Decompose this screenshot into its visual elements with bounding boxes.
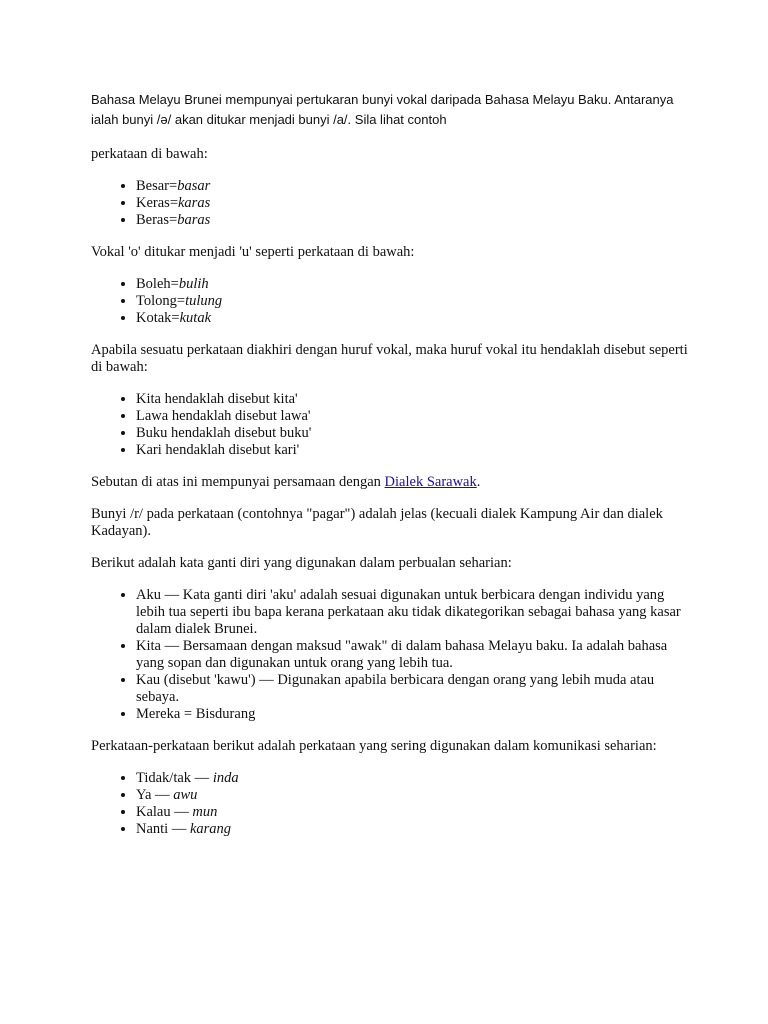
paragraph-6: Berikut adalah kata ganti diri yang digunakan dalam perbualan seharian: <box>91 555 512 571</box>
intro-paragraph: Bahasa Melayu Brunei mempunyai pertukaran bunyi vokal daripada Bahasa Melayu Baku. Antaranya ialah bunyi /ə/ akan ditukar menjadi bunyi /a/. Sila lihat contoh <box>91 92 674 127</box>
list-item: • Lawa hendaklah disebut lawa' <box>136 408 691 425</box>
list-item: • Nanti — karang <box>136 821 691 838</box>
paragraph-5: Bunyi /r/ pada perkataan (contohnya "pagar") adalah jelas (kecuali dialek Kampung Air dan dialek Kadayan). <box>91 506 663 539</box>
list-item: • Boleh=bulih <box>136 276 691 293</box>
list-item: • Tolong=tulung <box>136 293 691 310</box>
paragraph-1: perkataan di bawah: <box>91 146 208 162</box>
dialek-sarawak-link[interactable]: Dialek Sarawak <box>384 474 477 490</box>
list-item: • Besar=basar <box>136 178 691 195</box>
list-item: • Beras=baras <box>136 212 691 229</box>
list-item: • Kita — Bersamaan dengan maksud "awak" di dalam bahasa Melayu baku. Ia adalah bahasa yang sopan dan digunakan untuk orang yang lebih tua. <box>136 638 691 672</box>
list-vowel-e <box>91 178 691 229</box>
list-item: • Buku hendaklah disebut buku' <box>136 425 691 442</box>
list-item: • Keras=karas <box>136 195 691 212</box>
list-item: • Aku — Kata ganti diri 'aku' adalah sesuai digunakan untuk berbicara dengan individu yang lebih tua seperti ibu bapa kerana perkataan aku tidak dikategorikan sebagai bahasa yang kasar dalam dialek Brunei. <box>136 587 691 638</box>
list-item: • Ya — awu <box>136 787 691 804</box>
list-pronouns <box>91 587 691 723</box>
list-item: • Kotak=kutak <box>136 310 691 327</box>
paragraph-2: Vokal 'o' ditukar menjadi 'u' seperti perkataan di bawah: <box>91 244 415 260</box>
list-item: • Kalau — mun <box>136 804 691 821</box>
list-vowel-o <box>91 276 691 327</box>
paragraph-3: Apabila sesuatu perkataan diakhiri dengan huruf vokal, maka huruf vokal itu hendaklah disebut seperti di bawah: <box>91 342 688 375</box>
document-body <box>91 146 691 853</box>
list-item: • Kau (disebut 'kawu') — Digunakan apabila berbicara dengan orang yang lebih muda atau sebaya. <box>136 672 691 706</box>
list-final-vowel <box>91 391 691 459</box>
list-item: • Kari hendaklah disebut kari' <box>136 442 691 459</box>
list-item: • Mereka = Bisdurang <box>136 706 691 723</box>
list-item: • Kita hendaklah disebut kita' <box>136 391 691 408</box>
paragraph-7: Perkataan-perkataan berikut adalah perkataan yang sering digunakan dalam komunikasi seharian: <box>91 738 657 754</box>
paragraph-4: Sebutan di atas ini mempunyai persamaan dengan Dialek Sarawak. <box>91 474 481 490</box>
list-item: • Tidak/tak — inda <box>136 770 691 787</box>
list-common-words <box>91 770 691 838</box>
